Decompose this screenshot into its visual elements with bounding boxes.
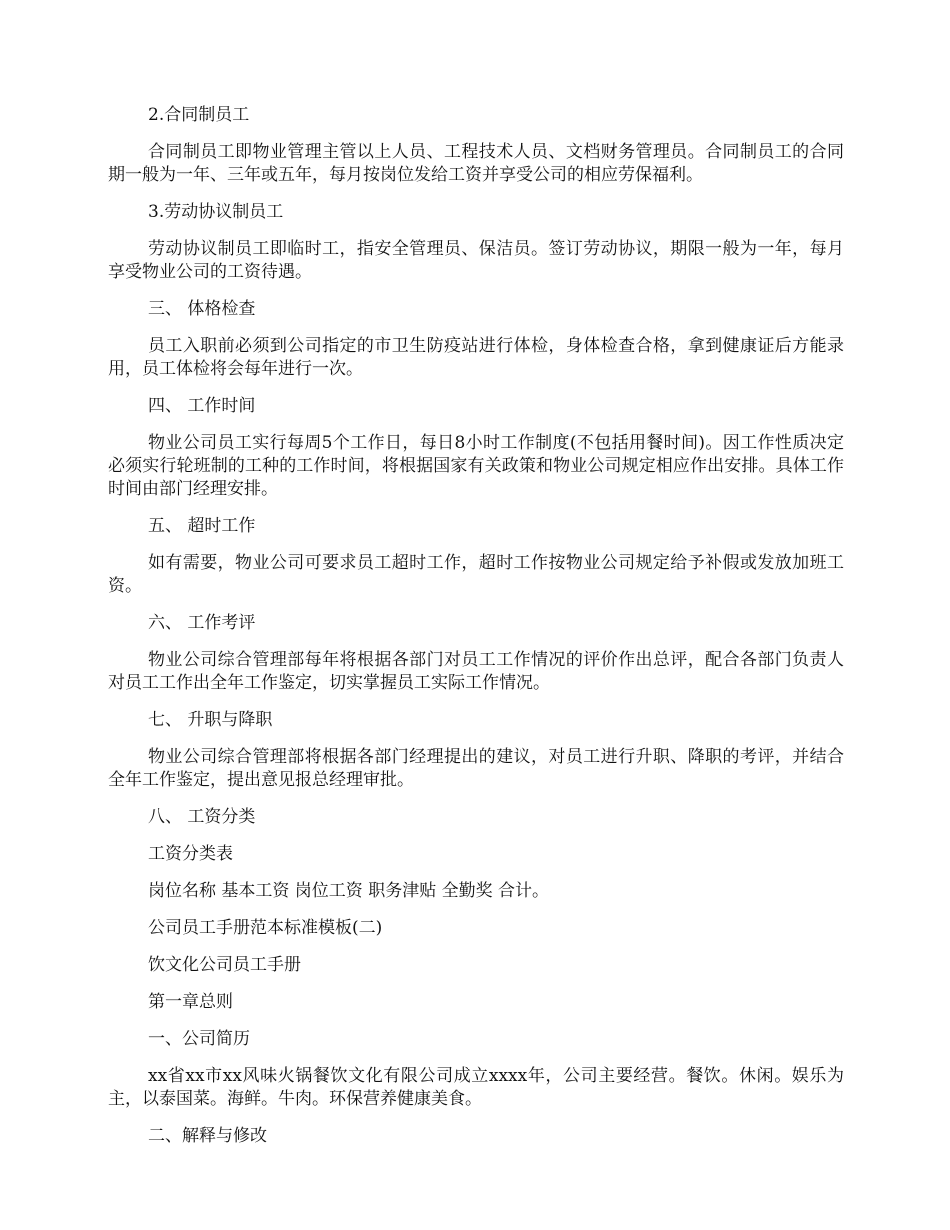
body-paragraph: xx省xx市xx风味火锅餐饮文化有限公司成立xxxx年，公司主要经营。餐饮。休闲。娱乐为主，以泰国菜。海鲜。牛肉。环保营养健康美食。: [108, 1066, 844, 1109]
section-heading: 六、 工作考评: [148, 613, 256, 633]
template-title: 公司员工手册范本标准模板(二): [148, 918, 383, 938]
section-heading: 五、 超时工作: [148, 516, 256, 536]
body-paragraph: 物业公司综合管理部每年将根据各部门对员工工作情况的评价作出总评，配合各部门负责人对员工工作出全年工作鉴定，切实掌握员工实际工作情况。: [108, 650, 844, 693]
body-paragraph: 物业公司员工实行每周5个工作日，每日8小时工作制度(不包括用餐时间)。因工作性质决定必须实行轮班制的工种的工作时间，将根据国家有关政策和物业公司规定相应作出安排。具体工作时间由部门经理安排。: [108, 433, 844, 499]
document-page: [108, 104, 844, 1162]
section-heading: 二、解释与修改: [148, 1126, 267, 1146]
body-paragraph: 如有需要，物业公司可要求员工超时工作，超时工作按物业公司规定给予补假或发放加班工资。: [108, 553, 844, 596]
table-columns-line: 岗位名称 基本工资 岗位工资 职务津贴 全勤奖 合计。: [148, 881, 550, 901]
section-heading: 四、 工作时间: [148, 396, 256, 416]
section-heading: 七、 升职与降职: [148, 710, 273, 730]
section-heading: 3.劳动协议制员工: [148, 202, 284, 222]
body-paragraph: 劳动协议制员工即临时工，指安全管理员、保洁员。签订劳动协议，期限一般为一年，每月享受物业公司的工资待遇。: [108, 239, 844, 282]
section-heading: 一、公司简历: [148, 1029, 250, 1049]
chapter-heading: 第一章总则: [148, 992, 233, 1012]
body-paragraph: 物业公司综合管理部将根据各部门经理提出的建议，对员工进行升职、降职的考评，并结合全年工作鉴定，提出意见报总经理审批。: [108, 747, 844, 790]
table-title: 工资分类表: [148, 844, 233, 864]
section-heading: 八、 工资分类: [148, 807, 256, 827]
section-heading: 2.合同制员工: [148, 105, 250, 125]
body-paragraph: 合同制员工即物业管理主管以上人员、工程技术人员、文档财务管理员。合同制员工的合同期一般为一年、三年或五年，每月按岗位发给工资并享受公司的相应劳保福利。: [108, 142, 844, 185]
section-heading: 三、 体格检查: [148, 299, 256, 319]
body-paragraph: 员工入职前必须到公司指定的市卫生防疫站进行体检，身体检查合格，拿到健康证后方能录用，员工体检将会每年进行一次。: [108, 336, 844, 379]
handbook-title: 饮文化公司员工手册: [148, 955, 301, 975]
